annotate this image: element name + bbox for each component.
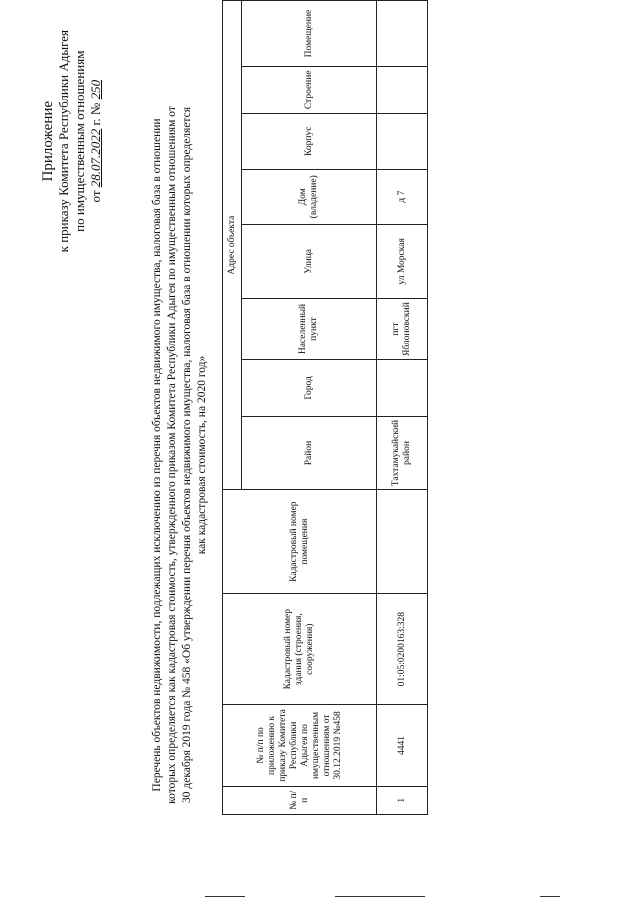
table-row [377,1,428,815]
appendix-date-line: от 28.07.2022 г. № 250 [88,79,103,203]
document-intro: Перечень объектов недвижимости, подлежащих исключению из перечня объектов недвижимого имущества, налоговая база в отношении которых определяется как кадастровая стоимость, утвержденного приказом Комитета Республики Адыгея по имущественным отношениям от 30 декабря 2019 года № 458 «Об утверждении перечня объектов недвижимого имущества, налоговая база в отношении которых определяется как кадастровая стоимость, на 2020 год» [151,106,208,804]
th-pomeshchenie: Помещение [242,1,377,67]
th-district: Район [242,416,377,489]
cell-pomeshchenie [377,1,428,67]
scan-mark [205,896,245,897]
cell-korpus [377,113,428,169]
order-number: 250 [88,79,103,100]
th-house: Дом (владение) [242,169,377,224]
th-num: № п/п [223,786,377,814]
th-address-group: Адрес объекта [223,1,242,490]
appendix-header [40,30,104,252]
th-ref: № п/п по приложению к приказу Комитета Республики Адыгея по имущественным отношениям от 30.12.2019 №458 [223,705,377,786]
appendix-title: Приложение [40,100,56,182]
cell-cad-building: 01:05:0200163:328 [377,594,428,705]
cell-city [377,359,428,416]
cell-district: Тахтамукайский район [377,416,428,489]
cell-street: ул Морская [377,224,428,299]
th-city: Город [242,359,377,416]
cell-num: 1 [377,786,428,814]
th-cad-building: Кадастровый номер здания (строения, сооружения) [223,594,377,705]
th-stroenie: Строение [242,67,377,114]
th-korpus: Корпус [242,113,377,169]
cell-house: д 7 [377,169,428,224]
appendix-order-line: к приказу Комитета Республики Адыгея [56,30,71,253]
objects-table [222,0,428,815]
cell-stroenie [377,67,428,114]
order-date: 28.07.2022 [88,128,103,188]
cell-cad-room [377,490,428,594]
scan-mark [335,896,425,897]
th-cad-room: Кадастровый номер помещения [223,490,377,594]
appendix-committee-line: по имущественным отношениям [72,50,87,232]
th-settlement: Населенный пункт [242,299,377,360]
cell-ref: 4441 [377,705,428,786]
scan-mark [540,896,560,897]
cell-settlement: пгт Яблоновский [377,299,428,360]
th-street: Улица [242,224,377,299]
